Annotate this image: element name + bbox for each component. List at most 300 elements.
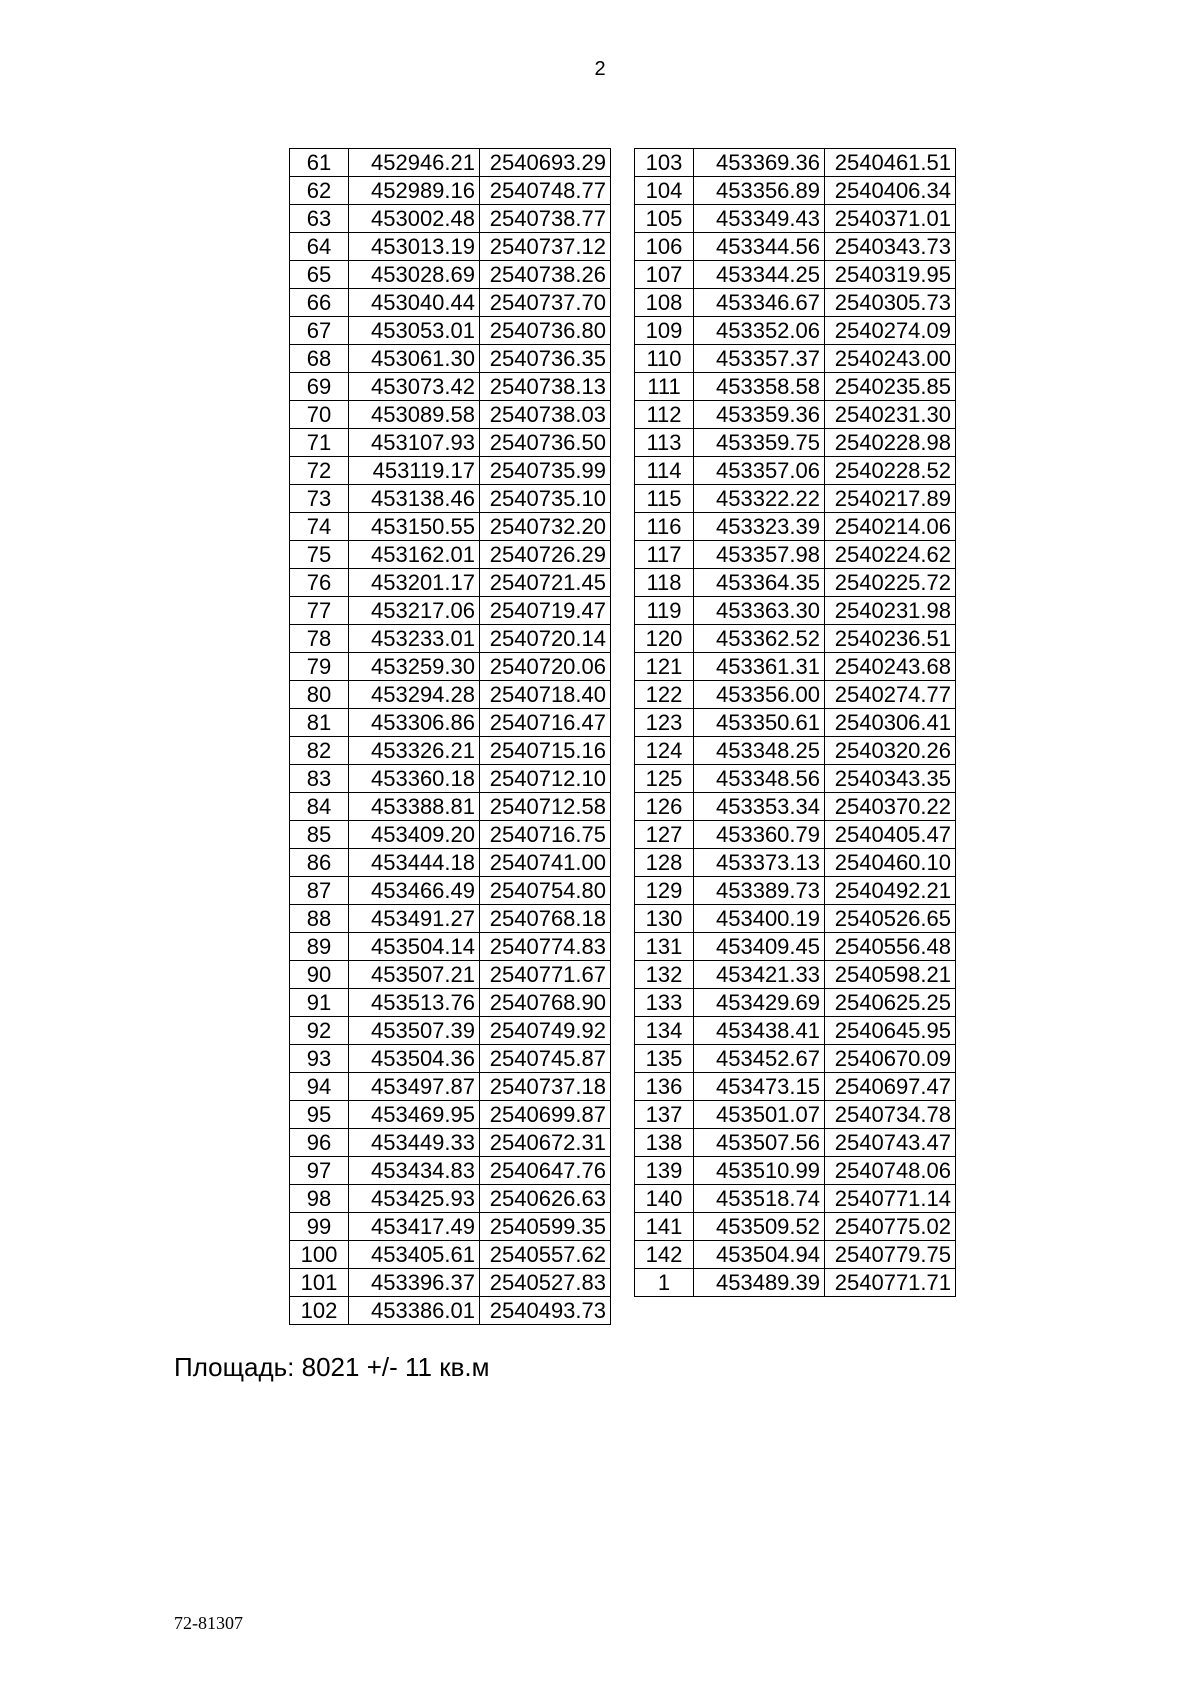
y-coordinate: 2540745.87 (480, 1045, 611, 1073)
point-number: 142 (635, 1241, 694, 1269)
table-row (290, 513, 611, 541)
point-number: 101 (290, 1269, 349, 1297)
point-number: 71 (290, 429, 349, 457)
x-coordinate: 453348.25 (694, 737, 825, 765)
table-row (635, 989, 956, 1017)
y-coordinate: 2540774.83 (480, 933, 611, 961)
table-row (290, 317, 611, 345)
table-row (290, 821, 611, 849)
x-coordinate: 453359.36 (694, 401, 825, 429)
y-coordinate: 2540217.89 (825, 485, 956, 513)
x-coordinate: 453363.30 (694, 597, 825, 625)
table-row (635, 233, 956, 261)
point-number: 74 (290, 513, 349, 541)
table-row (635, 905, 956, 933)
table-row (635, 1213, 956, 1241)
table-row (635, 345, 956, 373)
y-coordinate: 2540557.62 (480, 1241, 611, 1269)
x-coordinate: 453322.22 (694, 485, 825, 513)
table-row (635, 569, 956, 597)
y-coordinate: 2540493.73 (480, 1297, 611, 1325)
table-row (635, 849, 956, 877)
point-number: 118 (635, 569, 694, 597)
x-coordinate: 453434.83 (349, 1157, 480, 1185)
table-row (635, 485, 956, 513)
x-coordinate: 453352.06 (694, 317, 825, 345)
x-coordinate: 453028.69 (349, 261, 480, 289)
table-row (290, 1157, 611, 1185)
area-statement: Площадь: 8021 +/- 11 кв.м (174, 1352, 490, 1382)
point-number: 68 (290, 345, 349, 373)
table-row (290, 1269, 611, 1297)
point-number: 110 (635, 345, 694, 373)
table-row (635, 1185, 956, 1213)
point-number: 96 (290, 1129, 349, 1157)
y-coordinate: 2540735.99 (480, 457, 611, 485)
table-row (290, 1129, 611, 1157)
y-coordinate: 2540737.70 (480, 289, 611, 317)
point-number: 124 (635, 737, 694, 765)
point-number: 106 (635, 233, 694, 261)
y-coordinate: 2540370.22 (825, 793, 956, 821)
point-number: 88 (290, 905, 349, 933)
point-number: 123 (635, 709, 694, 737)
point-number: 90 (290, 961, 349, 989)
table-row (290, 933, 611, 961)
y-coordinate: 2540716.75 (480, 821, 611, 849)
coordinates-table-right (634, 148, 956, 1297)
x-coordinate: 453373.13 (694, 849, 825, 877)
table-row (635, 373, 956, 401)
y-coordinate: 2540626.63 (480, 1185, 611, 1213)
x-coordinate: 453353.34 (694, 793, 825, 821)
point-number: 62 (290, 177, 349, 205)
point-number: 112 (635, 401, 694, 429)
y-coordinate: 2540305.73 (825, 289, 956, 317)
point-number: 69 (290, 373, 349, 401)
point-number: 103 (635, 149, 694, 177)
table-row (290, 877, 611, 905)
x-coordinate: 453162.01 (349, 541, 480, 569)
y-coordinate: 2540716.47 (480, 709, 611, 737)
x-coordinate: 453201.17 (349, 569, 480, 597)
x-coordinate: 453344.56 (694, 233, 825, 261)
x-coordinate: 453449.33 (349, 1129, 480, 1157)
point-number: 64 (290, 233, 349, 261)
y-coordinate: 2540697.47 (825, 1073, 956, 1101)
table-row (635, 653, 956, 681)
x-coordinate: 453323.39 (694, 513, 825, 541)
point-number: 119 (635, 597, 694, 625)
y-coordinate: 2540754.80 (480, 877, 611, 905)
x-coordinate: 453409.45 (694, 933, 825, 961)
table-row (290, 765, 611, 793)
y-coordinate: 2540599.35 (480, 1213, 611, 1241)
y-coordinate: 2540647.76 (480, 1157, 611, 1185)
x-coordinate: 453518.74 (694, 1185, 825, 1213)
table-row (635, 317, 956, 345)
table-row (290, 1213, 611, 1241)
point-number: 113 (635, 429, 694, 457)
x-coordinate: 453429.69 (694, 989, 825, 1017)
table-row (290, 373, 611, 401)
table-row (635, 625, 956, 653)
y-coordinate: 2540236.51 (825, 625, 956, 653)
y-coordinate: 2540748.77 (480, 177, 611, 205)
x-coordinate: 453469.95 (349, 1101, 480, 1129)
y-coordinate: 2540771.14 (825, 1185, 956, 1213)
x-coordinate: 453491.27 (349, 905, 480, 933)
y-coordinate: 2540231.98 (825, 597, 956, 625)
y-coordinate: 2540224.62 (825, 541, 956, 569)
y-coordinate: 2540720.14 (480, 625, 611, 653)
table-row (635, 597, 956, 625)
y-coordinate: 2540734.78 (825, 1101, 956, 1129)
x-coordinate: 453400.19 (694, 905, 825, 933)
point-number: 134 (635, 1017, 694, 1045)
y-coordinate: 2540225.72 (825, 569, 956, 597)
point-number: 131 (635, 933, 694, 961)
point-number: 79 (290, 653, 349, 681)
y-coordinate: 2540737.18 (480, 1073, 611, 1101)
y-coordinate: 2540645.95 (825, 1017, 956, 1045)
x-coordinate: 453350.61 (694, 709, 825, 737)
point-number: 122 (635, 681, 694, 709)
point-number: 107 (635, 261, 694, 289)
y-coordinate: 2540721.45 (480, 569, 611, 597)
table-row (290, 1073, 611, 1101)
table-row (290, 205, 611, 233)
table-row (290, 289, 611, 317)
table-row (290, 401, 611, 429)
point-number: 70 (290, 401, 349, 429)
x-coordinate: 453364.35 (694, 569, 825, 597)
x-coordinate: 453466.49 (349, 877, 480, 905)
x-coordinate: 453425.93 (349, 1185, 480, 1213)
point-number: 102 (290, 1297, 349, 1325)
point-number: 72 (290, 457, 349, 485)
point-number: 84 (290, 793, 349, 821)
y-coordinate: 2540743.47 (825, 1129, 956, 1157)
point-number: 63 (290, 205, 349, 233)
y-coordinate: 2540735.10 (480, 485, 611, 513)
x-coordinate: 453294.28 (349, 681, 480, 709)
table-row (290, 793, 611, 821)
x-coordinate: 453107.93 (349, 429, 480, 457)
point-number: 139 (635, 1157, 694, 1185)
point-number: 133 (635, 989, 694, 1017)
point-number: 141 (635, 1213, 694, 1241)
y-coordinate: 2540736.35 (480, 345, 611, 373)
point-number: 98 (290, 1185, 349, 1213)
point-number: 87 (290, 877, 349, 905)
y-coordinate: 2540718.40 (480, 681, 611, 709)
table-row (635, 401, 956, 429)
x-coordinate: 453452.67 (694, 1045, 825, 1073)
x-coordinate: 453497.87 (349, 1073, 480, 1101)
table-row (635, 793, 956, 821)
y-coordinate: 2540771.71 (825, 1269, 956, 1297)
x-coordinate: 453089.58 (349, 401, 480, 429)
table-row (290, 905, 611, 933)
x-coordinate: 453358.58 (694, 373, 825, 401)
table-row (635, 961, 956, 989)
point-number: 85 (290, 821, 349, 849)
x-coordinate: 453507.21 (349, 961, 480, 989)
x-coordinate: 453344.25 (694, 261, 825, 289)
table-row (290, 345, 611, 373)
table-row (290, 1045, 611, 1073)
point-number: 140 (635, 1185, 694, 1213)
x-coordinate: 453438.41 (694, 1017, 825, 1045)
y-coordinate: 2540320.26 (825, 737, 956, 765)
table-row (290, 681, 611, 709)
point-number: 89 (290, 933, 349, 961)
point-number: 109 (635, 317, 694, 345)
x-coordinate: 453349.43 (694, 205, 825, 233)
y-coordinate: 2540556.48 (825, 933, 956, 961)
point-number: 138 (635, 1129, 694, 1157)
table-row (635, 457, 956, 485)
point-number: 66 (290, 289, 349, 317)
x-coordinate: 453360.79 (694, 821, 825, 849)
y-coordinate: 2540243.00 (825, 345, 956, 373)
x-coordinate: 453389.73 (694, 877, 825, 905)
table-row (635, 821, 956, 849)
y-coordinate: 2540736.50 (480, 429, 611, 457)
y-coordinate: 2540371.01 (825, 205, 956, 233)
x-coordinate: 453504.14 (349, 933, 480, 961)
table-row (290, 1241, 611, 1269)
table-row (290, 233, 611, 261)
point-number: 114 (635, 457, 694, 485)
page-number: 2 (594, 58, 606, 80)
x-coordinate: 453507.39 (349, 1017, 480, 1045)
y-coordinate: 2540712.10 (480, 765, 611, 793)
x-coordinate: 453119.17 (349, 457, 480, 485)
table-row (635, 429, 956, 457)
y-coordinate: 2540699.87 (480, 1101, 611, 1129)
x-coordinate: 453233.01 (349, 625, 480, 653)
x-coordinate: 453359.75 (694, 429, 825, 457)
point-number: 61 (290, 149, 349, 177)
y-coordinate: 2540228.52 (825, 457, 956, 485)
table-row (290, 1297, 611, 1325)
table-row (635, 1157, 956, 1185)
table-row (635, 513, 956, 541)
y-coordinate: 2540719.47 (480, 597, 611, 625)
y-coordinate: 2540598.21 (825, 961, 956, 989)
y-coordinate: 2540460.10 (825, 849, 956, 877)
y-coordinate: 2540343.35 (825, 765, 956, 793)
table-row (635, 149, 956, 177)
x-coordinate: 453356.00 (694, 681, 825, 709)
table-row (290, 149, 611, 177)
y-coordinate: 2540235.85 (825, 373, 956, 401)
x-coordinate: 453061.30 (349, 345, 480, 373)
y-coordinate: 2540243.68 (825, 653, 956, 681)
point-number: 97 (290, 1157, 349, 1185)
point-number: 129 (635, 877, 694, 905)
table-row (635, 709, 956, 737)
x-coordinate: 453507.56 (694, 1129, 825, 1157)
point-number: 1 (635, 1269, 694, 1297)
point-number: 76 (290, 569, 349, 597)
x-coordinate: 453138.46 (349, 485, 480, 513)
y-coordinate: 2540748.06 (825, 1157, 956, 1185)
y-coordinate: 2540274.77 (825, 681, 956, 709)
point-number: 80 (290, 681, 349, 709)
point-number: 104 (635, 177, 694, 205)
table-row (290, 709, 611, 737)
x-coordinate: 453002.48 (349, 205, 480, 233)
x-coordinate: 453326.21 (349, 737, 480, 765)
table-row (290, 429, 611, 457)
point-number: 125 (635, 765, 694, 793)
point-number: 120 (635, 625, 694, 653)
x-coordinate: 453362.52 (694, 625, 825, 653)
y-coordinate: 2540779.75 (825, 1241, 956, 1269)
point-number: 91 (290, 989, 349, 1017)
y-coordinate: 2540527.83 (480, 1269, 611, 1297)
point-number: 92 (290, 1017, 349, 1045)
y-coordinate: 2540738.26 (480, 261, 611, 289)
coordinates-table-left (289, 148, 611, 1325)
y-coordinate: 2540670.09 (825, 1045, 956, 1073)
table-row (290, 989, 611, 1017)
y-coordinate: 2540672.31 (480, 1129, 611, 1157)
point-number: 100 (290, 1241, 349, 1269)
table-row (635, 1073, 956, 1101)
x-coordinate: 452946.21 (349, 149, 480, 177)
x-coordinate: 453473.15 (694, 1073, 825, 1101)
table-row (290, 961, 611, 989)
point-number: 135 (635, 1045, 694, 1073)
x-coordinate: 453073.42 (349, 373, 480, 401)
table-row (635, 877, 956, 905)
table-row (290, 177, 611, 205)
point-number: 117 (635, 541, 694, 569)
x-coordinate: 453356.89 (694, 177, 825, 205)
y-coordinate: 2540306.41 (825, 709, 956, 737)
point-number: 116 (635, 513, 694, 541)
x-coordinate: 453150.55 (349, 513, 480, 541)
x-coordinate: 453388.81 (349, 793, 480, 821)
point-number: 77 (290, 597, 349, 625)
table-row (635, 205, 956, 233)
y-coordinate: 2540461.51 (825, 149, 956, 177)
x-coordinate: 453369.36 (694, 149, 825, 177)
table-row (290, 569, 611, 597)
table-row (635, 765, 956, 793)
point-number: 137 (635, 1101, 694, 1129)
x-coordinate: 453357.37 (694, 345, 825, 373)
x-coordinate: 453357.06 (694, 457, 825, 485)
y-coordinate: 2540732.20 (480, 513, 611, 541)
y-coordinate: 2540492.21 (825, 877, 956, 905)
point-number: 99 (290, 1213, 349, 1241)
y-coordinate: 2540720.06 (480, 653, 611, 681)
point-number: 132 (635, 961, 694, 989)
y-coordinate: 2540771.67 (480, 961, 611, 989)
y-coordinate: 2540406.34 (825, 177, 956, 205)
table-row (290, 1017, 611, 1045)
table-row (290, 1101, 611, 1129)
point-number: 65 (290, 261, 349, 289)
y-coordinate: 2540715.16 (480, 737, 611, 765)
y-coordinate: 2540749.92 (480, 1017, 611, 1045)
x-coordinate: 453357.98 (694, 541, 825, 569)
x-coordinate: 453053.01 (349, 317, 480, 345)
x-coordinate: 453421.33 (694, 961, 825, 989)
table-row (290, 485, 611, 513)
x-coordinate: 453259.30 (349, 653, 480, 681)
point-number: 67 (290, 317, 349, 345)
point-number: 127 (635, 821, 694, 849)
y-coordinate: 2540738.03 (480, 401, 611, 429)
x-coordinate: 452989.16 (349, 177, 480, 205)
point-number: 126 (635, 793, 694, 821)
point-number: 73 (290, 485, 349, 513)
y-coordinate: 2540738.77 (480, 205, 611, 233)
x-coordinate: 453396.37 (349, 1269, 480, 1297)
y-coordinate: 2540405.47 (825, 821, 956, 849)
x-coordinate: 453409.20 (349, 821, 480, 849)
y-coordinate: 2540214.06 (825, 513, 956, 541)
y-coordinate: 2540526.65 (825, 905, 956, 933)
x-coordinate: 453386.01 (349, 1297, 480, 1325)
point-number: 128 (635, 849, 694, 877)
table-row (635, 289, 956, 317)
table-row (635, 933, 956, 961)
y-coordinate: 2540741.00 (480, 849, 611, 877)
point-number: 111 (635, 373, 694, 401)
y-coordinate: 2540736.80 (480, 317, 611, 345)
table-row (290, 653, 611, 681)
point-number: 82 (290, 737, 349, 765)
table-row (290, 541, 611, 569)
x-coordinate: 453509.52 (694, 1213, 825, 1241)
x-coordinate: 453489.39 (694, 1269, 825, 1297)
table-row (290, 1185, 611, 1213)
y-coordinate: 2540625.25 (825, 989, 956, 1017)
y-coordinate: 2540693.29 (480, 149, 611, 177)
point-number: 121 (635, 653, 694, 681)
table-row (290, 737, 611, 765)
point-number: 95 (290, 1101, 349, 1129)
x-coordinate: 453405.61 (349, 1241, 480, 1269)
table-row (635, 177, 956, 205)
y-coordinate: 2540726.29 (480, 541, 611, 569)
y-coordinate: 2540343.73 (825, 233, 956, 261)
point-number: 130 (635, 905, 694, 933)
table-row (635, 261, 956, 289)
document-code: 72-81307 (174, 1613, 243, 1633)
point-number: 75 (290, 541, 349, 569)
x-coordinate: 453346.67 (694, 289, 825, 317)
y-coordinate: 2540712.58 (480, 793, 611, 821)
y-coordinate: 2540274.09 (825, 317, 956, 345)
y-coordinate: 2540775.02 (825, 1213, 956, 1241)
x-coordinate: 453444.18 (349, 849, 480, 877)
x-coordinate: 453510.99 (694, 1157, 825, 1185)
y-coordinate: 2540231.30 (825, 401, 956, 429)
y-coordinate: 2540768.90 (480, 989, 611, 1017)
point-number: 83 (290, 765, 349, 793)
point-number: 81 (290, 709, 349, 737)
x-coordinate: 453348.56 (694, 765, 825, 793)
table-row (635, 541, 956, 569)
